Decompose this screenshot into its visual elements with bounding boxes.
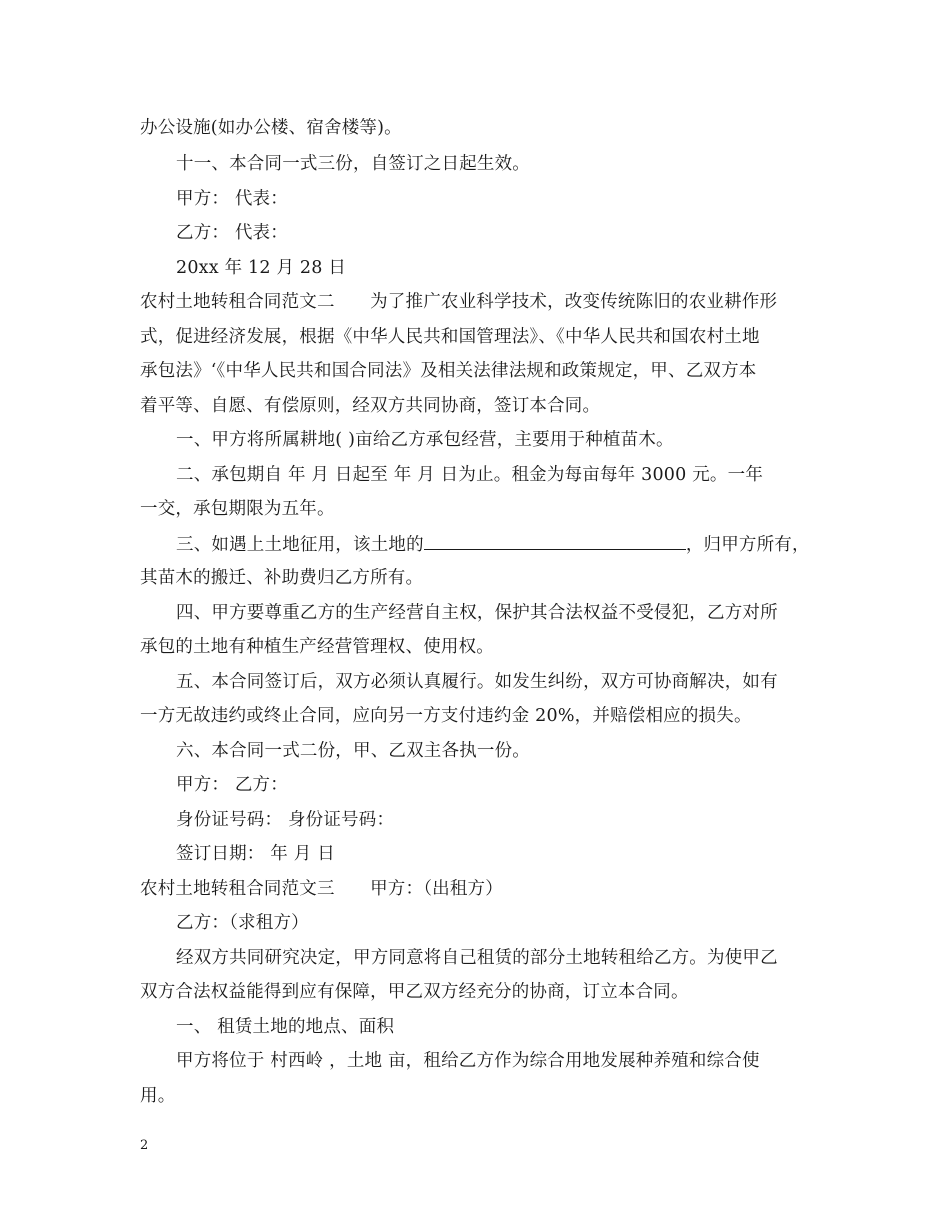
party-b-label: 乙方：（求租方） <box>176 913 309 933</box>
clause-three-start: 三、如遇上土地征用，该土地的 <box>176 535 424 555</box>
clause-two: 二、承包期自 年 月 日起至 年 月 日为止。租金为每亩每年 3000 元。一年 <box>176 465 764 485</box>
text-line: 一方无故违约或终止合同，应向另一方支付违约金 20%，并赔偿相应的损失。 <box>140 706 752 726</box>
section-title-three: 农村土地转租合同范文三 甲方：（出租方） <box>140 879 503 899</box>
clause-eleven: 十一、本合同一式三份，自签订之日起生效。 <box>176 154 530 174</box>
text-line: 一交，承包期限为五年。 <box>140 499 335 519</box>
location-paragraph: 甲方将位于 村西岭 ，土地 亩，租给乙方作为综合用地发展种养殖和综合使 <box>176 1051 760 1071</box>
page-number: 2 <box>140 1138 149 1153</box>
blank-underline <box>424 532 686 550</box>
clause-four: 四、甲方要尊重乙方的生产经营自主权，保护其合法权益不受侵犯，乙方对所 <box>176 603 778 623</box>
signature-party-b: 乙方： 代表： <box>176 223 288 243</box>
text-line: 式，促进经济发展，根据《中华人民共和国管理法》、《中华人民共和国农村土地 <box>140 327 760 347</box>
text-line: 办公设施(如办公楼、宿舍楼等)。 <box>140 118 402 138</box>
signing-date: 签订日期： 年 月 日 <box>176 844 335 864</box>
text-line: 其苗木的搬迁、补助费归乙方所有。 <box>140 568 424 588</box>
text-line: 用。 <box>140 1086 176 1106</box>
text-line: 双方合法权益能得到应有保障，甲乙双方经充分的协商，订立本合同。 <box>140 982 689 1002</box>
text-line: 承包的土地有种植生产经营管理权、使用权。 <box>140 637 494 657</box>
signature-parties: 甲方： 乙方： <box>176 775 288 795</box>
signature-party-a: 甲方： 代表： <box>176 189 288 209</box>
heading-location-area: 一、 租赁土地的地点、面积 <box>176 1017 395 1037</box>
text-line: 着平等、自愿、有偿原则，经双方共同协商，签订本合同。 <box>140 396 601 416</box>
intro-paragraph: 经双方共同研究决定，甲方同意将自己租赁的部分土地转租给乙方。为使甲乙 <box>176 948 778 968</box>
clause-six: 六、本合同一式二份，甲、乙双主各执一份。 <box>176 741 530 761</box>
clause-three-end: ，归甲方所有， <box>685 535 810 555</box>
signing-date: 20xx 年 12 月 28 日 <box>176 258 347 278</box>
clause-one: 一、甲方将所属耕地( )亩给乙方承包经营，主要用于种植苗木。 <box>176 430 674 450</box>
clause-three <box>176 532 856 557</box>
clause-five: 五、本合同签订后，双方必须认真履行。如发生纠纷，双方可协商解决，如有 <box>176 672 778 692</box>
text-line: 承包法》‘《中华人民共和国合同法》及相关法律法规和政策规定，甲、乙双方本 <box>140 361 757 381</box>
section-title-two: 农村土地转租合同范文二 为了推广农业科学技术，改变传统陈旧的农业耕作形 <box>140 292 778 312</box>
id-numbers: 身份证号码： 身份证号码： <box>176 810 395 830</box>
